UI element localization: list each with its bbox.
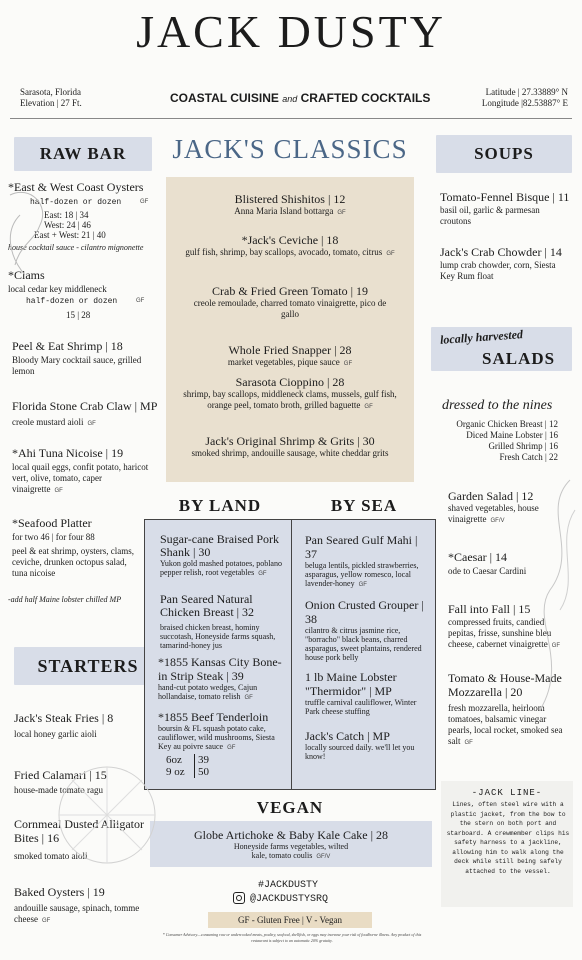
platter-desc: peel & eat shrimp, oysters, clams, ceviche, drunken octopus salad, tuna nicoise bbox=[12, 546, 134, 578]
crab-desc: creole mustard aioli GF bbox=[12, 417, 96, 427]
hashtag: #JACKDUSTY bbox=[258, 880, 319, 891]
caesar-name: *Caesar | 14 bbox=[448, 550, 508, 564]
by-land-heading: BY LAND bbox=[178, 496, 262, 515]
location-text: Sarasota, Florida bbox=[20, 87, 81, 97]
land-item-3: *1855 Kansas City Bone-in Strip Steak | 39 hand-cut potato wedges, Cajun hollandaise, tomato relish GF bbox=[158, 655, 282, 701]
shell-illustration bbox=[52, 760, 162, 870]
header-rule bbox=[10, 118, 572, 119]
shrimp-desc: Bloody Mary cocktail sauce, grilled lemon bbox=[12, 355, 142, 376]
shrimp-name: Peel & Eat Shrimp | 18 bbox=[12, 339, 123, 353]
vegan-item: Globe Artichoke & Baby Kale Cake | 28 Honeyside farms vegetables, wilted kale, tomato coulis GF/V bbox=[193, 828, 389, 860]
baked-oysters-name: Baked Oysters | 19 bbox=[14, 885, 105, 899]
chowder-name: Jack's Crab Chowder | 14 bbox=[440, 245, 562, 259]
gator-name: Cornmeal Dusted Alligator Bites | 16 bbox=[14, 817, 144, 845]
crab-gf: GF bbox=[87, 421, 96, 427]
fries-desc: local honey garlic aioli bbox=[14, 729, 97, 739]
addon-shrimp: Grilled Shrimp | 16 bbox=[488, 441, 558, 451]
mozz-gf: GF bbox=[464, 740, 473, 746]
land-item-4: *1855 Beef Tenderloin boursin & FL squash potato cake, cauliflower, wild mushrooms, Siesta Key au poivre sauce GF bbox=[158, 710, 275, 751]
chowder-desc: lump crab chowder, corn, Siesta Key Rum float bbox=[440, 260, 556, 281]
legend-bar: GF - Gluten Free | V - Vegan bbox=[208, 912, 372, 928]
calamari-desc: house-made tomato ragu bbox=[14, 785, 103, 795]
fall-name: Fall into Fall | 15 bbox=[448, 602, 531, 616]
land-item-2: Pan Seared Natural Chicken Breast | 32 braised chicken breast, hominy succotash, Honeyside farms squash, tamarind-honey jus bbox=[160, 592, 276, 650]
classics-item-2: *Jack's Ceviche | 18 gulf fish, shrimp, bay scallops, avocado, tomato, citrus GF bbox=[185, 233, 395, 257]
salad-addons bbox=[446, 419, 558, 463]
vegan-heading: VEGAN bbox=[256, 798, 324, 817]
crab-name: Florida Stone Crab Claw | MP bbox=[12, 399, 158, 413]
raw-bar-heading: RAW BAR bbox=[14, 137, 152, 171]
fries-name: Jack's Steak Fries | 8 bbox=[14, 711, 114, 725]
tuna-desc: local quail eggs, confit potato, haricot vert, olive, tomato, caper vinaigrette GF bbox=[12, 462, 149, 494]
classics-item-4: Whole Fried Snapper | 28 market vegetables, pique sauce GF bbox=[227, 343, 353, 367]
dressed-title: dressed to the nines bbox=[442, 398, 553, 413]
tuna-gf: GF bbox=[54, 488, 63, 494]
caesar-desc: ode to Caesar Cardini bbox=[448, 566, 527, 576]
sea-item-3: 1 lb Maine Lobster "Thermidor" | MP truffle carnival cauliflower, Winter Park cheese stuffing bbox=[305, 670, 417, 716]
oysters-west: West: 24 | 46 bbox=[44, 220, 91, 230]
tagline-and: and bbox=[282, 94, 298, 104]
salads-title: SALADS bbox=[482, 349, 556, 368]
sea-item-2: Onion Crusted Grouper | 38 cilantro & citrus jasmine rice, "borracho" black beans, charred asparagus, sweet plantains, rendered house pork belly bbox=[305, 598, 424, 662]
bisque-name: Tomato-Fennel Bisque | 11 bbox=[440, 190, 570, 204]
soups-heading: SOUPS bbox=[436, 135, 572, 173]
land-sea-divider bbox=[291, 519, 292, 790]
clams-desc: local cedar key middleneck bbox=[8, 284, 107, 294]
baked-oysters-desc: andouille sausage, spinach, tomme cheese GF bbox=[14, 903, 140, 924]
by-sea-heading: BY SEA bbox=[330, 496, 398, 515]
consumer-advisory: * Consumer Advisory—consuming raw or undercooked meats, poultry, seafood, shellfish, or eggs may increase your risk of foodborne illness. Any product of this restaurant is subject to an automatic 20% gratuity. bbox=[162, 932, 422, 943]
oysters-name: *East & West Coast Oysters bbox=[8, 180, 144, 194]
tenderloin-prices: 6oz 39 9 oz 50 bbox=[166, 754, 209, 778]
fall-gf: GF bbox=[551, 643, 561, 649]
oysters-sauce: house cocktail sauce - cilantro mignonette bbox=[8, 243, 144, 252]
sea-item-1: Pan Seared Gulf Mahi | 37 beluga lentils, pickled strawberries, asparagus, yellow romesco, local lavender-honey GF bbox=[305, 533, 419, 588]
addon-lobster: Diced Maine Lobster | 16 bbox=[466, 430, 558, 440]
clams-sizes: half-dozen or dozen bbox=[26, 297, 118, 306]
platter-name: *Seafood Platter bbox=[12, 516, 92, 530]
calamari-name: Fried Calamari | 15 bbox=[14, 768, 107, 782]
oysters-east: East: 18 | 34 bbox=[44, 210, 89, 220]
salads-script-title: locally harvested bbox=[439, 327, 524, 347]
baked-oysters-gf: GF bbox=[41, 918, 51, 924]
gator-desc: smoked tomato aioli bbox=[14, 851, 88, 861]
garden-name: Garden Salad | 12 bbox=[448, 489, 534, 503]
classics-item-1: Blistered Shishitos | 12 Anna Maria Island bottarga GF bbox=[234, 192, 346, 216]
starters-heading: STARTERS bbox=[14, 647, 162, 685]
tagline-right: CRAFTED COCKTAILS bbox=[300, 91, 431, 105]
garden-desc: shaved vegetables, house vinaigrette GF/V bbox=[448, 503, 539, 524]
clams-price: 15 | 28 bbox=[66, 310, 91, 320]
jack-line-text: Lines, often steel wire with a plastic jacket, from the bow to the stern on both port and starboard. A crewmember clips his safety harness to a jackline, allowing him to walk along the deck while still being safely attached to the vessel. bbox=[446, 801, 570, 875]
instagram-icon bbox=[233, 892, 245, 904]
restaurant-title: JACK DUSTY bbox=[136, 6, 446, 57]
garden-gf: GF/V bbox=[490, 518, 505, 524]
fall-desc: compressed fruits, candied pepitas, frisse, sunshine bleu cheese, cabernet vinaigrette GF bbox=[448, 617, 561, 649]
addon-catch: Fresh Catch | 22 bbox=[499, 452, 558, 462]
mozz-desc: fresh mozzarella, heirloom tomatoes, balsamic vinegar pearls, local rocket, smoked sea salt GF bbox=[448, 703, 563, 746]
jack-line-title: -JACK LINE- bbox=[471, 788, 543, 798]
lobster-illustration bbox=[510, 470, 582, 730]
oysters-gf: GF bbox=[140, 199, 149, 205]
bisque-desc: basil oil, garlic & parmesan croutons bbox=[440, 205, 540, 226]
tagline-left: COASTAL CUISINE bbox=[170, 91, 279, 105]
addon-chicken: Organic Chicken Breast | 12 bbox=[456, 419, 558, 429]
classics-item-3: Crab & Fried Green Tomato | 19 creole remoulade, charred tomato vinaigrette, pico de gallo bbox=[193, 284, 387, 319]
elevation-text: Elevation | 27 Ft. bbox=[20, 98, 82, 108]
tagline bbox=[170, 91, 431, 105]
classics-item-6: Jack's Original Shrimp & Grits | 30 smoked shrimp, andouille sausage, white cheddar grits bbox=[191, 434, 389, 458]
mozz-name: Tomato & House-Made Mozzarella | 20 bbox=[448, 671, 562, 699]
octopus-illustration bbox=[0, 185, 60, 285]
longitude-text: Longitude |82.53887° E bbox=[481, 98, 568, 108]
land-item-1: Sugar-cane Braised Pork Shank | 30 Yukon gold mashed potatoes, poblano pepper relish, root vegetables GF bbox=[160, 532, 282, 577]
classics-heading: JACK'S CLASSICS bbox=[172, 134, 408, 164]
tuna-name: *Ahi Tuna Nicoise | 19 bbox=[12, 446, 124, 460]
platter-sizes: for two 46 | for four 88 bbox=[12, 532, 95, 542]
latitude-text: Latitude | 27.33889° N bbox=[485, 87, 568, 97]
handle: @JACKDUSTYSRQ bbox=[250, 894, 329, 905]
sea-item-4: Jack's Catch | MP locally sourced daily. we'll let you know! bbox=[305, 729, 415, 761]
clams-gf: GF bbox=[136, 298, 145, 304]
classics-item-5: Sarasota Cioppino | 28 shrimp, bay scallops, middleneck clams, mussels, gulf fish, orange peel, tomato broth, grilled baguette GF bbox=[183, 375, 397, 410]
oysters-eastwest: East + West: 21 | 40 bbox=[34, 230, 106, 240]
platter-addon: -add half Maine lobster chilled MP bbox=[8, 595, 122, 604]
oysters-sizes: half-dozen or dozen bbox=[30, 198, 122, 207]
clams-name: *Clams bbox=[8, 268, 45, 282]
